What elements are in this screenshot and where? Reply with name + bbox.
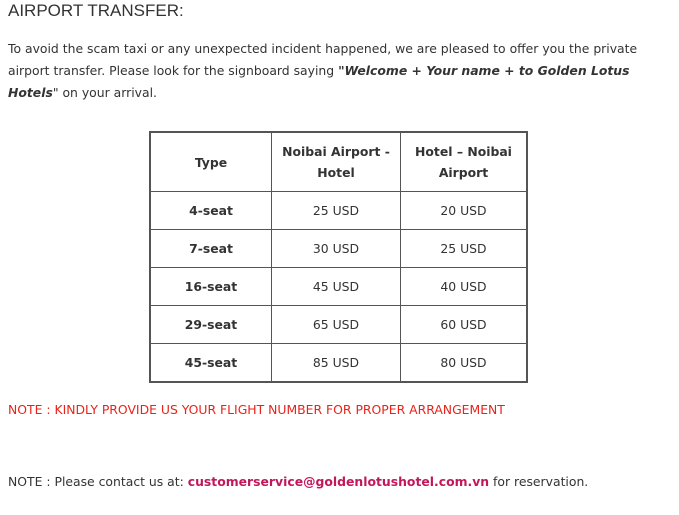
hotel-to-airport-price: 20 USD [401, 192, 528, 230]
airport-to-hotel-price: 45 USD [272, 268, 401, 306]
vehicle-type-cell: 29-seat [150, 306, 272, 344]
airport-to-hotel-price: 30 USD [272, 230, 401, 268]
intro-text-before: To avoid the scam taxi or any unexpected incident happened, we are pleased to offer you the private airport transfer. Please look for the signboard saying [8, 41, 638, 78]
table-row [150, 344, 527, 383]
airport-to-hotel-price: 85 USD [272, 344, 401, 383]
hotel-to-airport-price: 80 USD [401, 344, 528, 383]
hotel-to-airport-price: 60 USD [401, 306, 528, 344]
flight-number-note: NOTE : KINDLY PROVIDE US YOUR FLIGHT NUMBER FOR PROPER ARRANGEMENT [8, 402, 505, 417]
table-row [150, 230, 527, 268]
vehicle-type-cell: 16-seat [150, 268, 272, 306]
vehicle-type-cell: 4-seat [150, 192, 272, 230]
airport-to-hotel-price: 25 USD [272, 192, 401, 230]
transfer-price-table [149, 131, 528, 383]
hotel-to-airport-price: 25 USD [401, 230, 528, 268]
airport-to-hotel-price: 65 USD [272, 306, 401, 344]
intro-text-after: " on your arrival. [52, 85, 157, 100]
hotel-to-airport-price: 40 USD [401, 268, 528, 306]
vehicle-type-cell: 7-seat [150, 230, 272, 268]
section-heading: AIRPORT TRANSFER: [8, 1, 184, 20]
table-row [150, 306, 527, 344]
vehicle-type-cell: 45-seat [150, 344, 272, 383]
table-row [150, 192, 527, 230]
table-header-row [150, 132, 527, 192]
header-airport-to-hotel: Noibai Airport - Hotel [272, 132, 401, 192]
header-hotel-to-airport: Hotel – Noibai Airport [401, 132, 528, 192]
header-type: Type [150, 132, 272, 192]
signboard-text: "Welcome + Your name + to Golden Lotus Hotels [8, 63, 630, 100]
email-link[interactable]: customerservice@goldenlotushotel.com.vn [187, 474, 490, 489]
contact-note-prefix: NOTE : Please contact us at: [8, 474, 188, 489]
contact-note-suffix: for reservation. [489, 474, 589, 489]
table-row [150, 268, 527, 306]
intro-paragraph [8, 38, 676, 104]
contact-note [8, 474, 588, 489]
